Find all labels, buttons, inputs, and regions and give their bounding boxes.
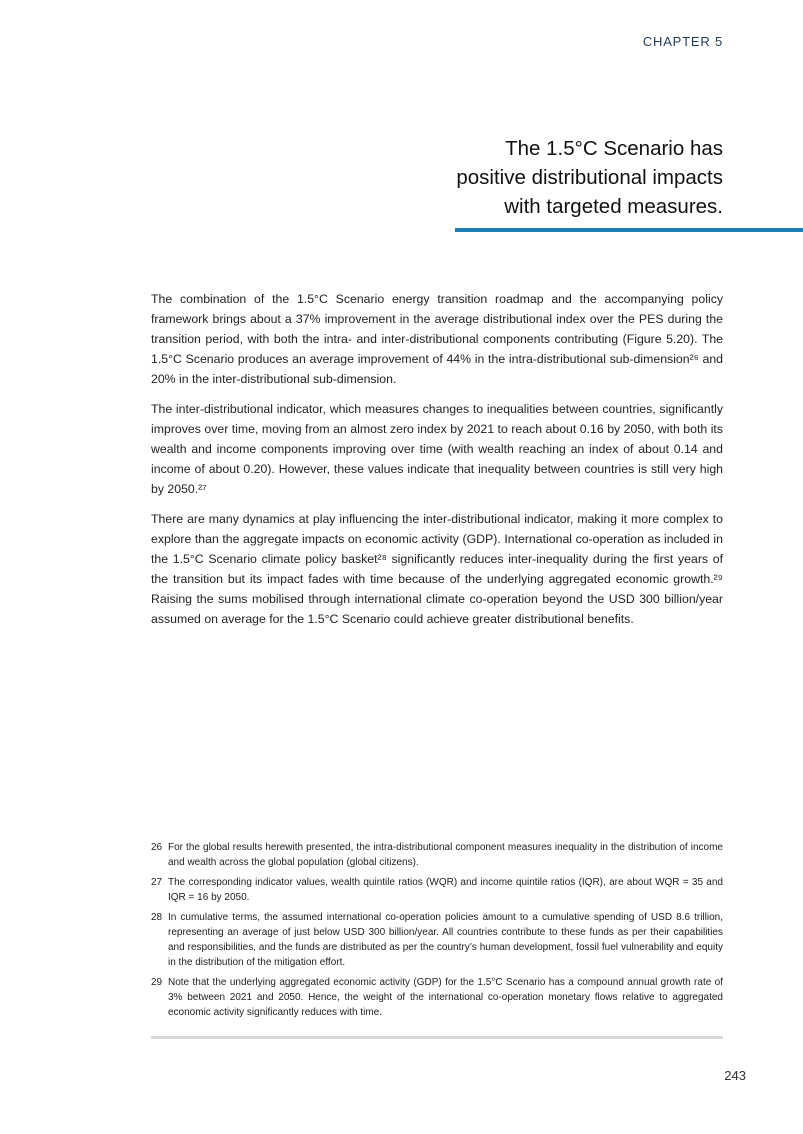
footnote-text: For the global results herewith presented, the intra-distributional component measures inequality in the distribution of income and wealth across the global population (global citizens). xyxy=(168,842,723,868)
footnote-text: The corresponding indicator values, wealth quintile ratios (WQR) and income quintile ratios (IQR), are about WQR = 35 and IQR = 16 by 2050. xyxy=(168,877,723,903)
body-paragraph: The combination of the 1.5°C Scenario energy transition roadmap and the accompanying policy framework brings about a 37% improvement in the average distributional index over the PES during the transition period, with both the intra- and inter-distributional components contributing (Figure 5.20). The 1.5°C Scenario produces an average improvement of 44% in the intra-distributional sub-dimension²⁶ and 20% in the inter-distributional sub-dimension. xyxy=(151,292,723,386)
footnote-number: 28 xyxy=(151,912,163,923)
chapter-label: CHAPTER 5 xyxy=(642,34,723,49)
footnote-number: 29 xyxy=(151,977,163,988)
page-number: 243 xyxy=(724,1068,746,1083)
body-paragraph: There are many dynamics at play influencing the inter-distributional indicator, making it more complex to explore than the aggregate impacts on economic activity (GDP). International co-operation as included in the 1.5°C Scenario climate policy basket²⁸ significantly reduces inter-inequality during the first years of the transition but its impact fades with time because of the underlying aggregated economic growth.²⁹ Raising the sums mobilised through international climate co-operation beyond the USD 300 billion/year assumed on average for the 1.5°C Scenario could achieve greater distributional benefits. xyxy=(151,512,723,626)
headline-line: positive distributional impacts xyxy=(456,166,723,189)
footnote-text: Note that the underlying aggregated economic activity (GDP) for the 1.5°C Scenario has a compound annual growth rate of 3% between 2021 and 2050. Hence, the weight of the international co-operation monetary flows relative to aggregated economic activity significantly reduces with time. xyxy=(168,977,723,1018)
footnote xyxy=(151,875,723,905)
headline-line: The 1.5°C Scenario has xyxy=(505,137,723,160)
footnote xyxy=(151,975,723,1020)
footnote xyxy=(151,910,723,970)
section-headline xyxy=(363,134,723,221)
footnote xyxy=(151,840,723,870)
footnote-divider xyxy=(151,1036,723,1039)
footnotes xyxy=(151,840,723,1025)
headline-line: with targeted measures. xyxy=(504,195,723,218)
headline-accent-rule xyxy=(455,228,803,232)
footnote-number: 26 xyxy=(151,842,163,853)
body-text xyxy=(151,289,723,639)
footnote-number: 27 xyxy=(151,877,163,888)
body-paragraph: The inter-distributional indicator, which measures changes to inequalities between countries, significantly improves over time, moving from an almost zero index by 2021 to reach about 0.16 by 2050, with both its wealth and income components improving over time (with wealth reaching an index of about 0.14 and income of about 0.20). However, these values indicate that inequality between countries is still very high by 2050.²⁷ xyxy=(151,402,723,496)
footnote-text: In cumulative terms, the assumed international co-operation policies amount to a cumulative spending of USD 8.6 trillion, representing an average of just below USD 300 billion/year. All countries contribute to these funds as per their capabilities and responsibilities, and the funds are distributed as per the country’s human development, fossil fuel vulnerability and equity in the distribution of the mitigation effort. xyxy=(168,912,723,968)
